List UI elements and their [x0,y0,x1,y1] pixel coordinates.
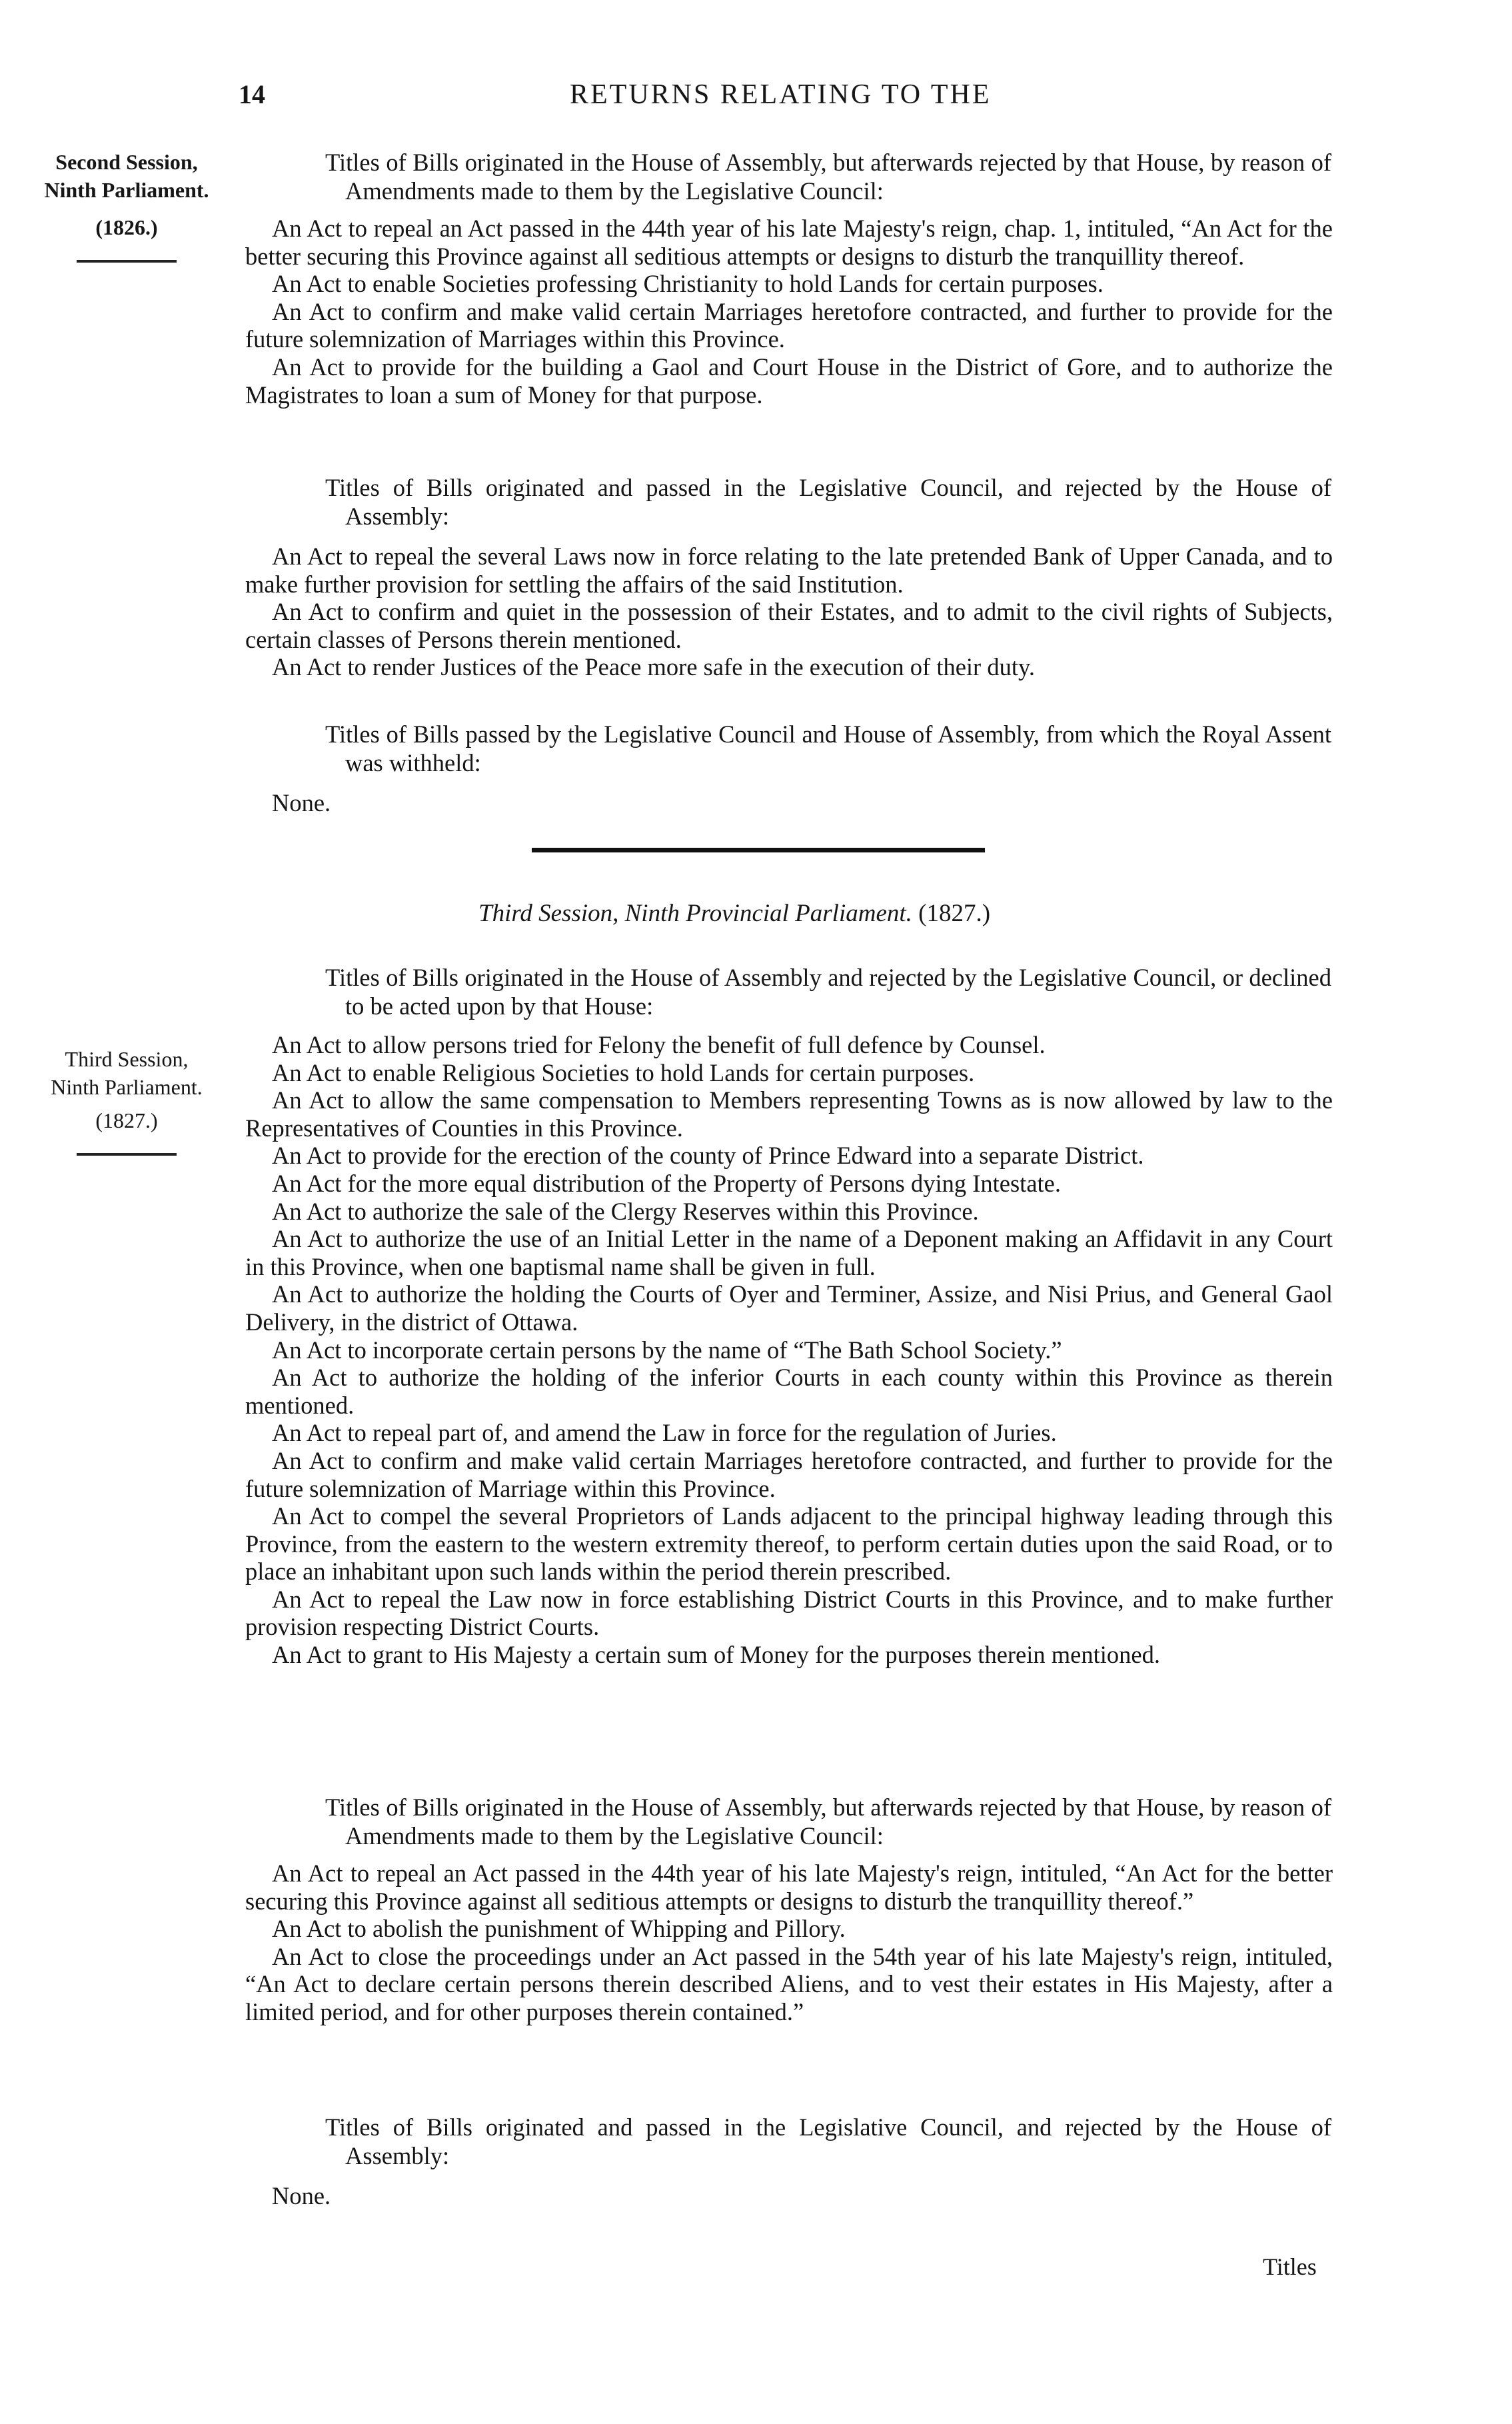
bill-list [245,543,1333,681]
section-heading: Titles of Bills passed by the Legislative Council and House of Assembly, from which the Royal Assent was withheld: [325,720,1331,776]
bill-list [245,215,1333,409]
bill-entry: An Act to authorize the use of an Initial Letter in the name of a Deponent making an Affidavit in any Court in this Province, when one baptismal name shall be given in full. [245,1225,1333,1280]
bill-entry: An Act to authorize the sale of the Clergy Reserves within this Province. [272,1197,979,1225]
margin-note-third-session [23,1045,230,1156]
bill-entry: An Act to repeal the several Laws now in force relating to the late pretended Bank of Upper Canada, and to make further provision for settling the affairs of the said Institution. [245,543,1333,598]
bill-entry: An Act to authorize the holding the Courts of Oyer and Terminer, Assize, and Nisi Prius, and General Gaol Delivery, in the district of Ottawa. [245,1280,1333,1336]
session-title [478,900,1211,928]
section-heading: Titles of Bills originated and passed in the Legislative Council, and rejected by the House of Assembly: [325,2113,1331,2169]
section-1826-council-rejected [245,473,1333,681]
margin-note-line: Ninth Parliament. [51,1075,203,1099]
main-text-column [245,0,1333,2424]
section-1827-council-rejected [245,2113,1333,2210]
bill-entry: An Act to compel the several Proprietors of Lands adjacent to the principal highway leading through this Province, from the eastern to the western extremity thereof, to perform certain duties upon the said Road, or to place an inhabitant upon such lands within the period therein prescribed. [245,1502,1333,1586]
bill-entry: An Act to confirm and make valid certain Marriages heretofore contracted, and further to provide for the future solemnization of Marriages within this Province. [245,297,1333,353]
bill-entry: An Act to grant to His Majesty a certain sum of Money for the purposes therein mentioned. [272,1641,1160,1669]
section-heading: Titles of Bills originated and passed in the Legislative Council, and rejected by the House of Assembly: [325,474,1331,530]
bill-entry: An Act to enable Societies professing Christianity to hold Lands for certain purposes. [272,270,1104,298]
section-1827-amended-rejected [245,1793,1333,2026]
margin-note-line: Ninth Parliament. [44,178,209,202]
section-1826-amended-rejected [245,148,1333,409]
margin-note-line: Second Session, [55,150,198,174]
bill-entry: An Act to repeal an Act passed in the 44th year of his late Majesty's reign, chap. 1, intituled, “An Act for the better securing this Province against all seditious attempts or designs to disturb the tranquillity thereof. [245,215,1333,270]
catchword: Titles [1263,2253,1317,2280]
bill-entry: An Act to close the proceedings under an Act passed in the 54th year of his late Majesty's reign, intituled, “An Act to declare certain persons therein described Aliens, and to vest their estates in His Majesty, after a limited period, and for other purposes therein contained.” [245,1942,1333,2025]
bill-list [245,1031,1333,1669]
bill-entry: An Act to allow the same compensation to Members representing Towns as is now allowed by law to the Representatives of Counties in this Province. [245,1086,1333,1142]
margin-note-line: (1827.) [95,1108,158,1132]
bill-entry: An Act for the more equal distribution of the Property of Persons dying Intestate. [272,1169,1061,1197]
running-title: RETURNS RELATING TO THE [570,79,992,110]
bill-entry: An Act to authorize the holding of the inferior Courts in each county within this Province as therein mentioned. [245,1364,1333,1419]
bill-entry: An Act to repeal part of, and amend the Law in force for the regulation of Juries. [272,1419,1057,1447]
section-heading: Titles of Bills originated in the House of Assembly, but afterwards rejected by that House, by reason of Amendments made to them by the Legislative Council: [325,1794,1331,1849]
bill-entry: An Act to confirm and make valid certain Marriages heretofore contracted, and further to provide for the future solemnization of Marriage within this Province. [245,1446,1333,1502]
bill-entry: An Act to repeal an Act passed in the 44th year of his late Majesty's reign, intituled, “An Act for the better securing this Province against all seditious attempts or designs to disturb the tranquillity thereof.” [245,1859,1333,1915]
page-number: 14 [239,79,265,109]
bill-entry: An Act to abolish the punishment of Whipping and Pillory. [272,1915,846,1943]
margin-rule [77,1153,177,1156]
margin-note-line: Third Session, [65,1047,189,1071]
bill-entry: An Act to allow persons tried for Felony the benefit of full defence by Counsel. [272,1031,1046,1058]
session-title-text: Third Session, Ninth Provincial Parliament. [478,900,912,927]
bill-entry: An Act to render Justices of the Peace more safe in the execution of their duty. [272,653,1035,681]
bill-entry: An Act to incorporate certain persons by the name of “The Bath School Society.” [272,1336,1062,1364]
section-1826-assent-withheld [245,720,1333,817]
margin-note-second-session [23,148,230,263]
bill-entry: An Act to repeal the Law now in force establishing District Courts in this Province, and to make further provision respecting District Courts. [245,1585,1333,1641]
section-heading: Titles of Bills originated in the House of Assembly and rejected by the Legislative Council, or declined to be acted upon by that House: [325,964,1331,1020]
section-heading: Titles of Bills originated in the House of Assembly, but afterwards rejected by that House, by reason of Amendments made to them by the Legislative Council: [325,149,1331,205]
section-divider-rule [532,848,985,852]
none-text: None. [272,789,331,816]
bill-entry: An Act to provide for the erection of the county of Prince Edward into a separate District. [272,1142,1144,1170]
margin-rule [77,260,177,263]
bill-entry: An Act to enable Religious Societies to hold Lands for certain purposes. [272,1058,975,1086]
session-year: (1827.) [918,900,991,927]
section-1827-council-rejected-assembly-bills [245,963,1333,1669]
none-text: None. [272,2182,331,2209]
bill-entry: An Act to provide for the building a Gaol and Court House in the District of Gore, and to authorize the Magistrates to loan a sum of Money for that purpose. [245,353,1333,409]
bill-entry: An Act to confirm and quiet in the possession of their Estates, and to admit to the civil rights of Subjects, certain classes of Persons therein mentioned. [245,598,1333,653]
margin-note-line: (1826.) [95,215,158,239]
bill-list [245,1859,1333,2026]
